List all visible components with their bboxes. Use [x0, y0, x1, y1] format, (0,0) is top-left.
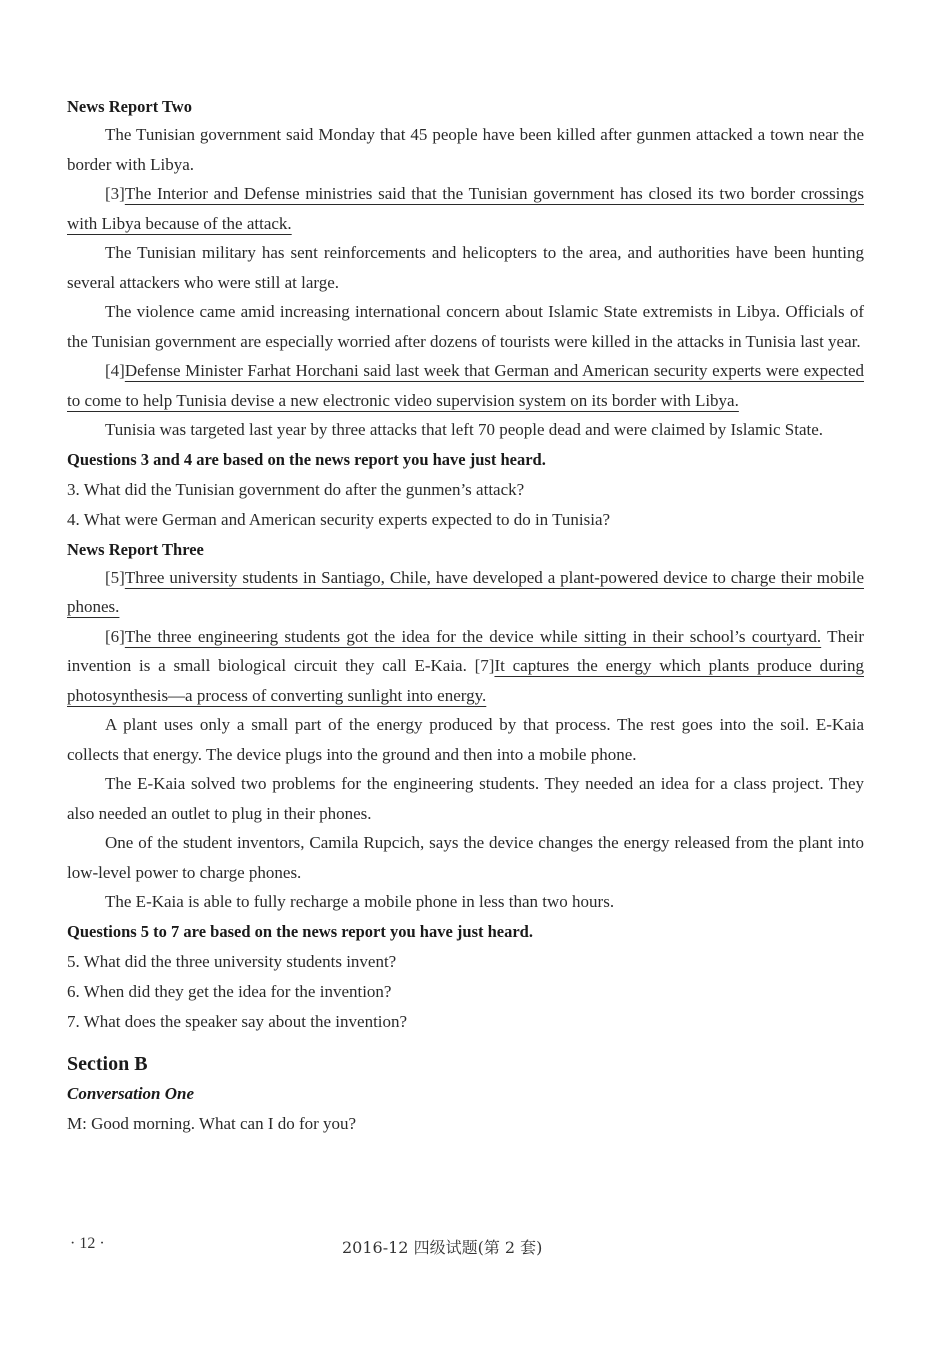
questions-heading: Questions 5 to 7 are based on the news report you have just heard. [67, 921, 533, 941]
answer-marker: [7] [474, 656, 495, 675]
paragraph-text: Their invention is a small biological circuit they call E-Kaia. [67, 626, 864, 675]
dialogue-line: M: Good morning. What can I do for you? [67, 1113, 357, 1133]
question-item: 7. What does the speaker say about the invention? [67, 1011, 408, 1031]
underlined-answer-text: The three engineering students got the idea for the device while sitting in their school’s courtyard. [124, 626, 822, 646]
underlined-answer-text: Defense Minister Farhat Horchani said last week that German and American security experts were expected to come to help Tunisia devise a new electronic video supervision system on its border with Libya. [67, 361, 864, 410]
paragraph-answer-5 [67, 563, 864, 622]
question-item: 3. What did the Tunisian government do after the gunmen’s attack? [67, 479, 525, 499]
paragraph [67, 769, 864, 828]
answer-marker: [4] [105, 361, 125, 380]
paragraph [67, 887, 864, 917]
paragraph-answer-6-7 [67, 622, 864, 711]
answer-marker: [3] [105, 184, 125, 203]
news-report-three-heading: News Report Three [67, 539, 204, 559]
underlined-answer-text: Three university students in Santiago, Chile, have developed a plant-powered device to charge their mobile phones. [67, 567, 864, 616]
question-item: 4. What were German and American security experts expected to do in Tunisia? [67, 509, 611, 529]
section-b-heading: Section B [67, 1052, 148, 1075]
answer-marker: [5] [105, 567, 125, 587]
underlined-answer-text: The Interior and Defense ministries said that the Tunisian government has closed its two border crossings with Libya because of the attack. [67, 184, 864, 233]
document-page [67, 92, 864, 1139]
paragraph [67, 710, 864, 769]
exam-label: 2016-12 四级试题(第 2 套) [342, 1238, 543, 1257]
paragraph [67, 297, 864, 356]
paragraph-answer-3 [67, 179, 864, 238]
paragraph-text: The violence came amid increasing international concern about Islamic State extremists in Libya. Officials of the Tunisian government are especially worried after dozens of tourists were killed in the attacks in Tunisia last year. [67, 302, 864, 351]
question-item: 5. What did the three university students invent? [67, 951, 397, 971]
underlined-answer-text: It captures the energy which plants produce during photosynthesis—a process of converting sunlight into energy. [67, 656, 864, 705]
question-item: 6. When did they get the idea for the invention? [67, 981, 392, 1001]
paragraph-text: The Tunisian military has sent reinforcements and helicopters to the area, and authorities have been hunting several attackers who were still at large. [67, 243, 864, 292]
answer-marker: [6] [105, 626, 125, 646]
questions-heading: Questions 3 and 4 are based on the news report you have just heard. [67, 449, 546, 469]
paragraph [67, 415, 864, 445]
paragraph-text: A plant uses only a small part of the energy produced by that process. The rest goes into the soil. E-Kaia collects that energy. The device plugs into the ground and then into a mobile phone. [67, 715, 864, 764]
paragraph [67, 238, 864, 297]
paragraph-text: The E-Kaia solved two problems for the engineering students. They needed an idea for a class project. They also needed an outlet to plug in their phones. [67, 774, 864, 823]
paragraph-answer-4 [67, 356, 864, 415]
paragraph-text: The Tunisian government said Monday that 45 people have been killed after gunmen attacked a town near the border with Libya. [67, 125, 864, 174]
paragraph-text: Tunisia was targeted last year by three attacks that left 70 people dead and were claimed by Islamic State. [105, 420, 824, 439]
news-report-two-heading: News Report Two [67, 97, 192, 116]
page-number: · 12 · [70, 1235, 105, 1252]
paragraph-text: The E-Kaia is able to fully recharge a mobile phone in less than two hours. [105, 892, 615, 911]
paragraph [67, 120, 864, 179]
paragraph [67, 828, 864, 887]
paragraph-text: One of the student inventors, Camila Rupcich, says the device changes the energy released from the plant into low-level power to charge phones. [67, 833, 864, 882]
conversation-one-heading: Conversation One [67, 1083, 195, 1103]
